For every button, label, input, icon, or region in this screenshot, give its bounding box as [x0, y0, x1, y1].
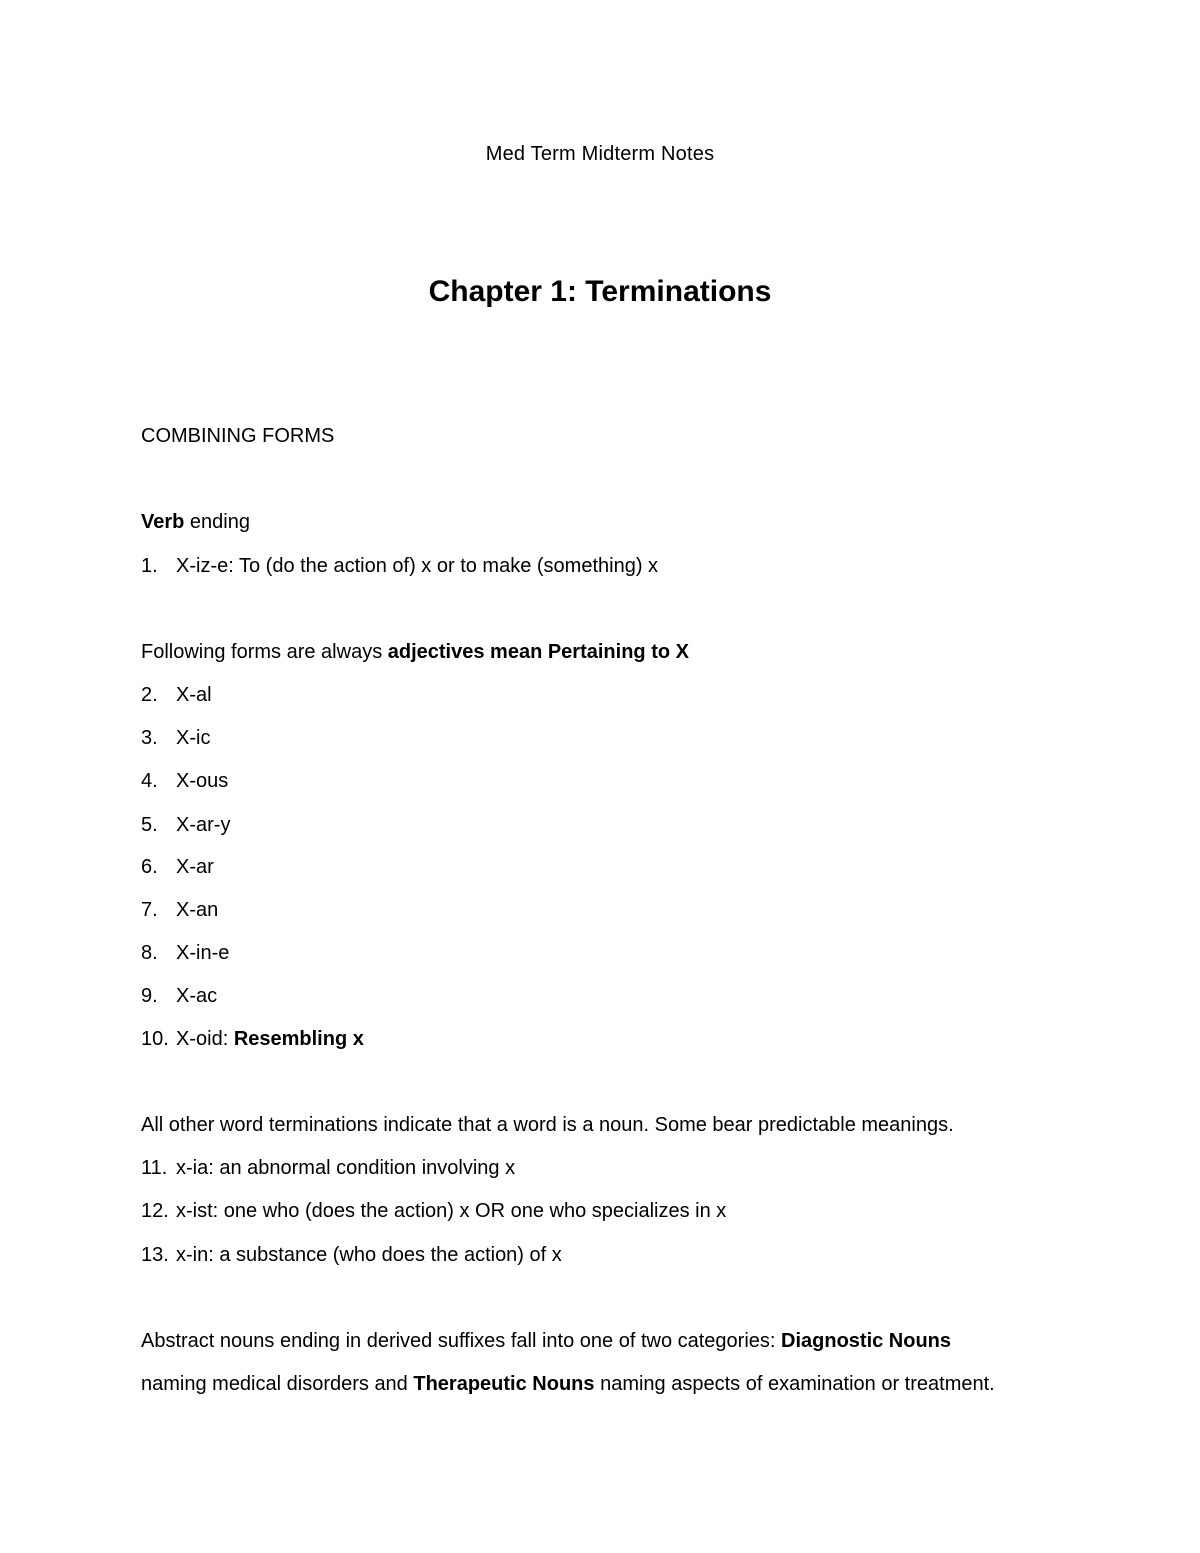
list-item-text: X-ic: [176, 727, 211, 749]
list-item-number: 1.: [141, 555, 158, 577]
abstract-text-end: naming aspects of examination or treatment.: [594, 1373, 995, 1395]
list-item-text: x-ist: one who (does the action) x OR one who specializes in x: [176, 1200, 727, 1222]
list-item-text: X-ous: [176, 770, 229, 792]
abstract-text: naming medical disorders and: [141, 1373, 414, 1395]
list-item-number: 5.: [141, 814, 158, 836]
list-item: [141, 812, 230, 838]
list-item: [141, 682, 212, 708]
list-item: [141, 854, 214, 880]
abstract-paragraph-line-1: [141, 1328, 951, 1354]
verb-heading-rest: ending: [184, 511, 250, 533]
verb-heading: [141, 509, 250, 535]
list-item-number: 3.: [141, 727, 158, 749]
noun-intro: All other word terminations indicate that a word is a noun. Some bear predictable meanings.: [141, 1114, 954, 1136]
list-item: [141, 983, 217, 1009]
list-item-number: 13.: [141, 1244, 169, 1266]
list-item-number: 7.: [141, 899, 158, 921]
list-item-text: X-ar: [176, 856, 214, 878]
list-item-text: X-ar-y: [176, 814, 231, 836]
list-item-text: X-al: [176, 684, 212, 706]
list-item-number: 8.: [141, 942, 158, 964]
list-item-text: X-ac: [176, 985, 218, 1007]
list-item-number: 4.: [141, 770, 158, 792]
adjective-intro-text: Following forms are always: [141, 641, 388, 663]
list-item: [141, 1198, 726, 1224]
list-item-number: 12.: [141, 1200, 169, 1222]
list-item: [141, 768, 228, 794]
list-item-text: X-in-e: [176, 942, 230, 964]
list-item-number: 2.: [141, 684, 158, 706]
list-item-text: X-iz-e: To (do the action of) x or to make (something) x: [176, 555, 659, 577]
list-item: [141, 1155, 515, 1181]
list-item-text: x-in: a substance (who does the action) of x: [176, 1244, 562, 1266]
list-item: [141, 940, 229, 966]
adjective-intro: [141, 639, 689, 665]
list-item: [141, 1026, 364, 1052]
abstract-bold-diagnostic: Diagnostic Nouns: [781, 1330, 952, 1352]
verb-heading-bold: Verb: [141, 511, 185, 533]
list-item-bold: Resembling x: [233, 1028, 364, 1050]
list-item: [141, 897, 218, 923]
list-item-text: x-ia: an abnormal condition involving x: [176, 1157, 516, 1179]
list-item-number: 10.: [141, 1028, 169, 1050]
section-heading: COMBINING FORMS: [141, 425, 335, 447]
abstract-bold-therapeutic: Therapeutic Nouns: [413, 1373, 595, 1395]
abstract-text: Abstract nouns ending in derived suffixes fall into one of two categories:: [141, 1330, 782, 1352]
list-item: [141, 725, 210, 751]
adjective-intro-bold: adjectives mean Pertaining to X: [387, 641, 689, 663]
list-item-text: X-an: [176, 899, 219, 921]
document-title: Med Term Midterm Notes: [485, 143, 715, 165]
list-item-number: 9.: [141, 985, 158, 1007]
list-item: [141, 1242, 562, 1268]
list-item-text: X-oid:: [176, 1028, 234, 1050]
list-item: [141, 553, 658, 579]
chapter-heading: Chapter 1: Terminations: [428, 275, 772, 308]
list-item-number: 6.: [141, 856, 158, 878]
list-item-number: 11.: [141, 1157, 168, 1179]
abstract-paragraph-line-2: [141, 1371, 995, 1397]
